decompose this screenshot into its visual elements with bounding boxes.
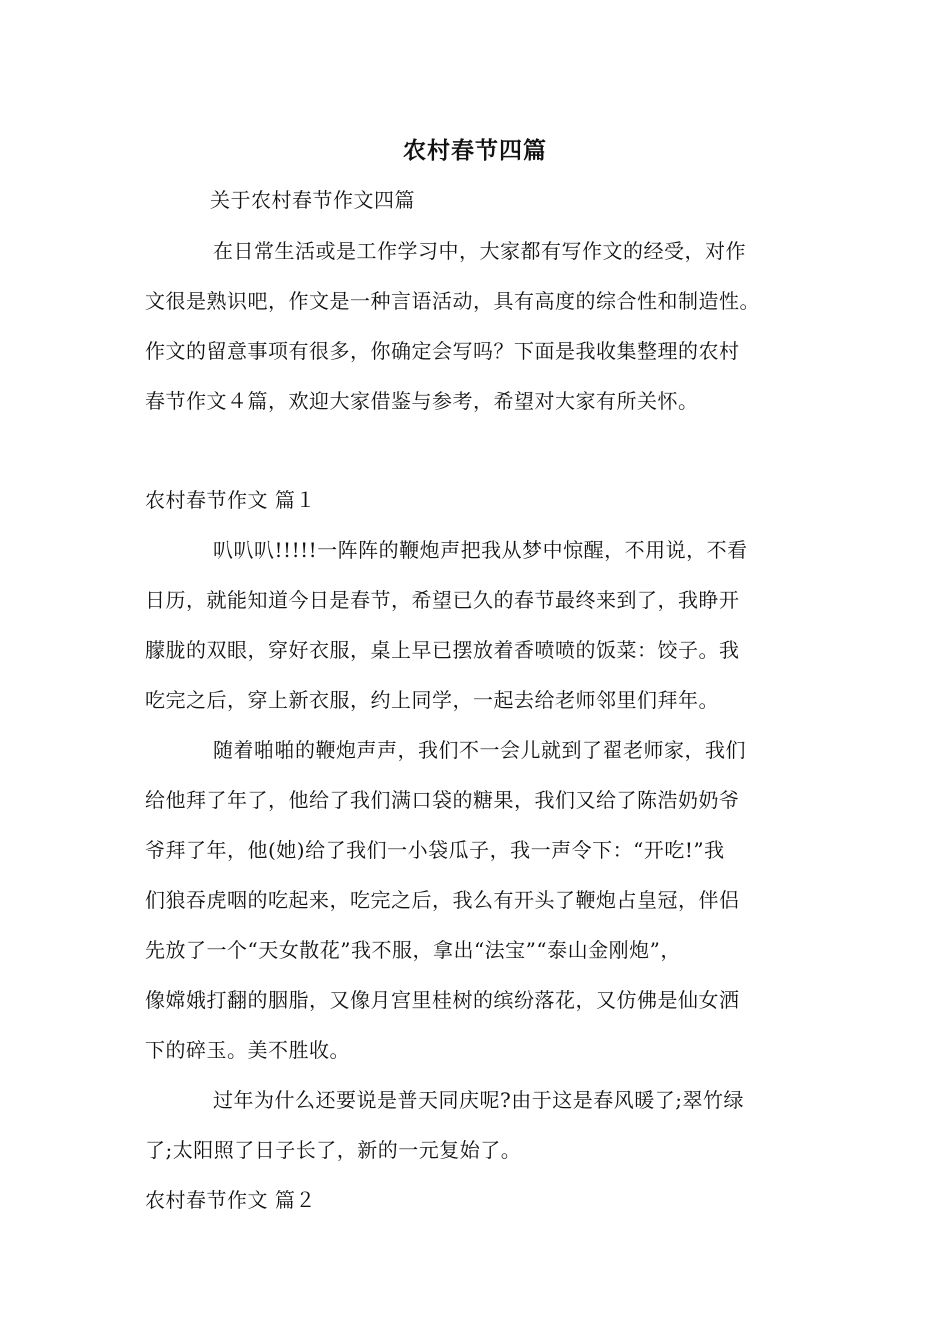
paragraph-line: 朦胧的双眼，穿好衣服，桌上早已摆放着香喷喷的饭菜：饺子。我 — [145, 638, 740, 662]
paragraph-line: 爷拜了年，他(她)给了我们一小袋瓜子，我一声令下：“开吃!”我 — [145, 838, 725, 862]
section-heading: 农村春节作文 篇２ — [145, 1188, 316, 1212]
paragraph-line: 下的碎玉。美不胜收。 — [145, 1038, 350, 1062]
intro-line: 在日常生活或是工作学习中，大家都有写作文的经受，对作 — [213, 239, 746, 263]
document-title: 农村春节四篇 — [403, 137, 547, 164]
intro-line: 作文的留意事项有很多，你确定会写吗？下面是我收集整理的农村 — [145, 339, 740, 363]
paragraph-line: 像嫦娥打翻的胭脂，又像月宫里桂树的缤纷落花，又仿佛是仙女洒 — [145, 988, 740, 1012]
paragraph-line: 们狼吞虎咽的吃起来，吃完之后，我么有开头了鞭炮占皇冠，伴侣 — [145, 888, 740, 912]
intro-line: 文很是熟识吧，作文是一种言语活动，具有高度的综合性和制造性。 — [145, 289, 760, 313]
section-heading: 农村春节作文 篇１ — [145, 488, 316, 512]
intro-line: 春节作文４篇，欢迎大家借鉴与参考，希望对大家有所关怀。 — [145, 389, 699, 413]
paragraph-line: 给他拜了年了，他给了我们满口袋的糖果，我们又给了陈浩奶奶爷 — [145, 788, 740, 812]
paragraph-line: 过年为什么还要说是普天同庆呢?由于这是春风暖了;翠竹绿 — [213, 1088, 744, 1112]
paragraph-line: 叭叭叭!!!!!一阵阵的鞭炮声把我从梦中惊醒，不用说，不看 — [213, 538, 748, 562]
document-subtitle: 关于农村春节作文四篇 — [210, 188, 415, 212]
paragraph-line: 随着啪啪的鞭炮声声，我们不一会儿就到了翟老师家，我们 — [213, 738, 746, 762]
paragraph-line: 日历，就能知道今日是春节，希望已久的春节最终来到了，我睁开 — [145, 588, 740, 612]
paragraph-line: 了;太阳照了日子长了，新的一元复始了。 — [145, 1138, 522, 1162]
paragraph-line: 吃完之后，穿上新衣服，约上同学，一起去给老师邻里们拜年。 — [145, 688, 719, 712]
paragraph-line: 先放了一个“天女散花”我不服，拿出“法宝”“泰山金刚炮”， — [145, 938, 681, 962]
